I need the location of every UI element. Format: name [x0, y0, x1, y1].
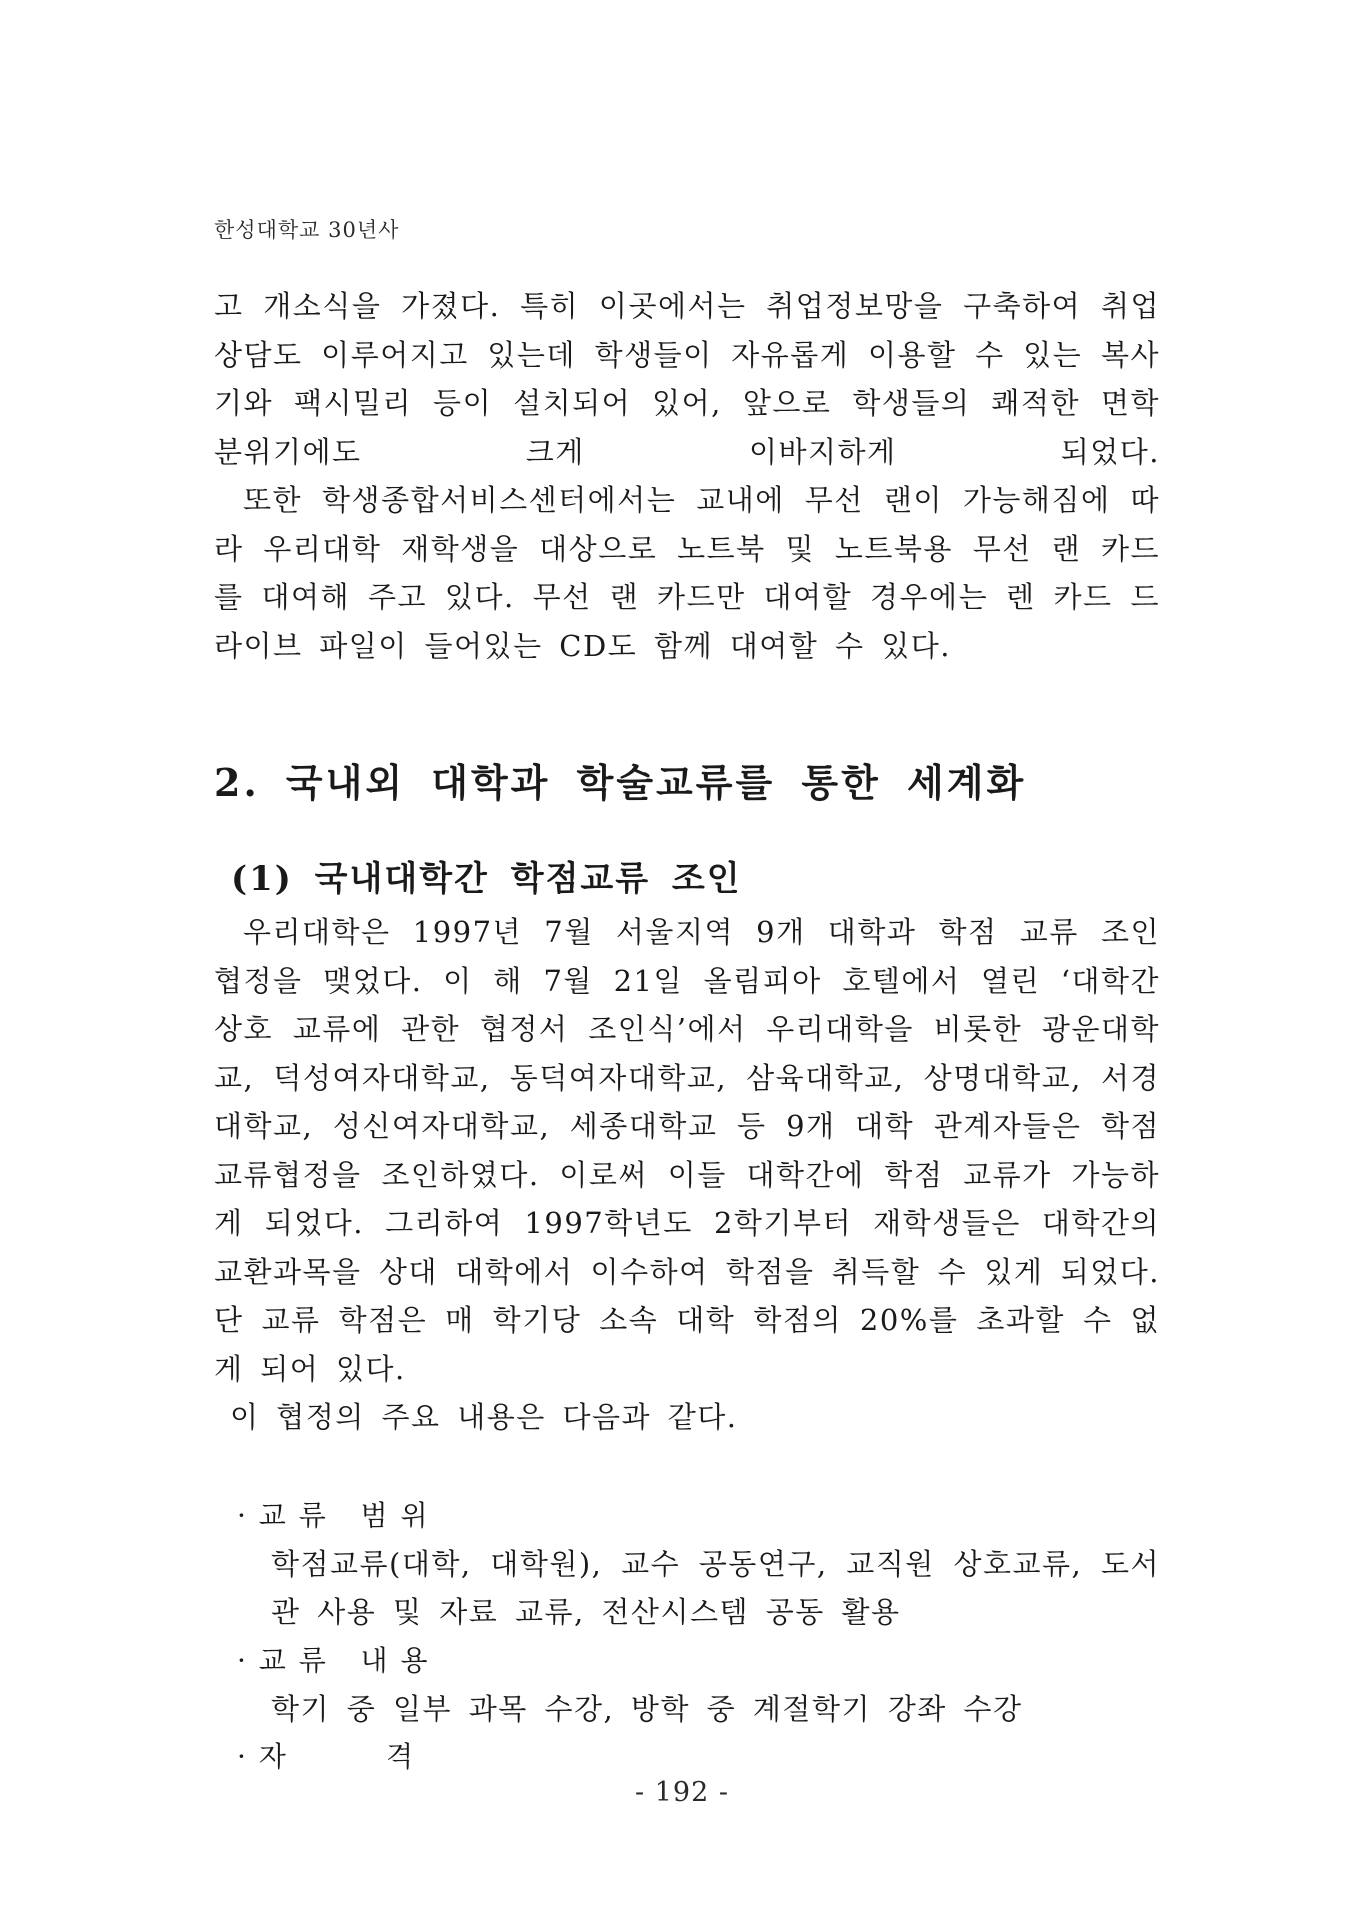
running-header: 한성대학교 30년사: [214, 218, 400, 242]
agreement-items-list: [214, 1492, 1160, 1782]
list-item-content: [237, 1637, 1160, 1734]
section-heading: 2. 국내외 대학과 학술교류를 통한 세계화: [214, 760, 1027, 805]
item-text-content: 학기 중 일부 과목 수강, 방학 중 계절학기 강좌 수강: [271, 1691, 1023, 1726]
item-text-scope: 학점교류(대학, 대학원), 교수 공동연구, 교직원 상호교류, 도서관 사용 및 자료 교류, 전산시스템 공동 활용: [271, 1546, 1160, 1629]
list-item-scope: [237, 1492, 1160, 1637]
intro-paragraph-1: 고 개소식을 가졌다. 특히 이곳에서는 취업정보망을 구축하여 취업 상담도 이루어지고 있는데 학생들이 자유롭게 이용할 수 있는 복사기와 팩시밀리 등이 설치되어 있어, 앞으로 학생들의 쾌적한 면학 분위기에도 크게 이바지하게 되었다.: [214, 289, 1160, 469]
intro-paragraph-2: 또한 학생종합서비스센터에서는 교내에 무선 랜이 가능해짐에 따라 우리대학 재학생을 대상으로 노트북 및 노트북용 무선 랜 카드를 대여해 주고 있다. 무선 랜 카드만 대여할 경우에는 렌 카드 드라이브 파일이 들어있는 CD도 함께 대여할 수 있다.: [214, 483, 1160, 663]
subsection-heading: (1) 국내대학간 학점교류 조인: [231, 859, 742, 899]
agreement-intro: 이 협정의 주요 내용은 다음과 같다.: [230, 1400, 738, 1434]
item-label-qualification: · 자 격: [237, 1740, 416, 1773]
subsection-body: 우리대학은 1997년 7월 서울지역 9개 대학과 학점 교류 조인 협정을 맺었다. 이 해 7월 21일 올림피아 호텔에서 열린 ‘대학간 상호 교류에 관한 협정서 조인식’에서 우리대학을 비롯한 광운대학교, 덕성여자대학교, 동덕여자대학교, 삼육대학교, 상명대학교, 서경대학교, 성신여자대학교, 세종대학교 등 9개 대학 관계자들은 학점교류협정을 조인하였다. 이로써 이들 대학간에 학점 교류가 가능하게 되었다. 그리하여 1997학년도 2학기부터 재학생들은 대학간의 교환과목을 상대 대학에서 이수하여 학점을 취득할 수 있게 되었다. 단 교류 학점은 매 학기당 소속 대학 학점의 20%를 초과할 수 없게 되어 있다.: [214, 915, 1160, 1386]
page-content: [214, 282, 1160, 1781]
list-item-qualification: [237, 1733, 1160, 1781]
item-label-scope: · 교 류 범 위: [237, 1498, 430, 1532]
item-label-content: · 교 류 내 용: [237, 1643, 430, 1677]
page-number: - 192 -: [635, 1777, 729, 1808]
